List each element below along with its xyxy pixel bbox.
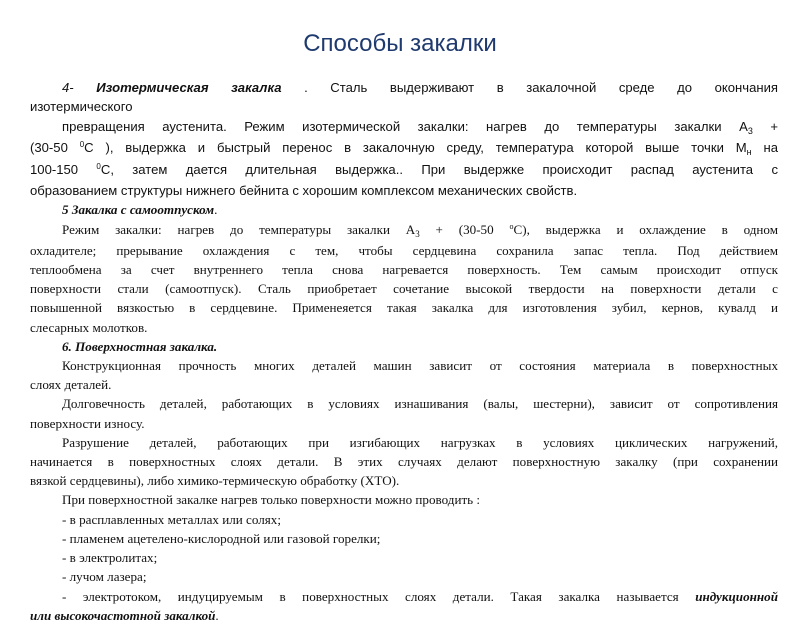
- list-item: - в расплавленных металлах или солях;: [62, 511, 281, 527]
- subscript: н: [746, 147, 752, 158]
- list-item: - электротоком, индуцируемым в поверхностных слоях детали. Такая закалка называется индукционной: [62, 588, 778, 604]
- paragraph-line: слоях деталей.: [30, 377, 112, 393]
- paragraph-line: 100-150 $^0$С, затем дается длительная выдержка.. При выдержке происходит распад аустенита с: [30, 161, 778, 177]
- paragraph-line: Долговечность деталей, работающих в условиях изнашивания (валы, шестерни), зависит от сопротивления: [62, 396, 778, 412]
- paragraph-line: поверхности стали (самоотпуск). Сталь приобретает сочетание высокой твердости на поверхности детали с: [30, 281, 778, 297]
- paragraph-line: или высокочастотной закалкой.: [30, 607, 219, 623]
- section-isothermal-quenching: [30, 78, 778, 200]
- paragraph-line: (30-50 $^0$С ), выдержка и быстрый перенос в закалочную среду, температура которой выше точки $М_н$ на: [30, 140, 778, 158]
- section-heading: 5 Закалка с самоотпуском.: [62, 202, 218, 218]
- emphasis: или высокочастотной закалкой: [30, 607, 216, 623]
- paragraph-line: теплообмена за счет внутреннего тепла снова нагревается поверхность. Тем самым происходит отпуск: [30, 262, 778, 278]
- superscript: 0: [79, 140, 85, 150]
- section-heading: Изотермическая закалка: [96, 80, 282, 95]
- list-item: - пламенем ацетелено-кислородной или газовой горелки;: [62, 530, 381, 546]
- section-surface-quenching: [30, 337, 778, 625]
- paragraph-line: поверхности износу.: [30, 415, 145, 431]
- paragraph-line: охладителе; прерывание охлаждения с тем, чтобы сердцевина сохранила запас тепла. Под действием: [30, 242, 778, 258]
- subscript: 3: [747, 125, 753, 136]
- subscript: 3: [415, 228, 420, 239]
- emphasis: индукционной: [695, 588, 778, 604]
- paragraph-line: Конструкционная прочность многих деталей машин зависит от состояния материала в поверхностных: [62, 358, 778, 374]
- paragraph-text: . Сталь выдерживают в закалочной среде до окончания: [304, 80, 779, 95]
- slide-title: Способы закалки: [303, 30, 497, 57]
- paragraph-line: Разрушение деталей, работающих при изгибающих нагрузках в условиях циклических нагружений,: [62, 434, 778, 450]
- section-heading: 6. Поверхностная закалка.: [62, 338, 218, 354]
- paragraph-line: изотермического: [30, 99, 133, 115]
- list-item: - в электролитах;: [62, 550, 158, 566]
- paragraph-line: превращения аустенита. Режим изотермической закалки: нагрев до температуры закалки $А_3$ +: [62, 118, 778, 136]
- paragraph-line: повышенной вязкостью в сердцевине. Применеяется такая закалка для изготовления зубил, кернов, кувалд и: [30, 300, 778, 316]
- paragraph-line: При поверхностной закалке нагрев только поверхности можно проводить :: [62, 492, 481, 508]
- paragraph-line: вязкой сердцевины), либо химико-термическую обработку (ХТО).: [30, 473, 400, 489]
- paragraph-line: начинается в поверхностных слоях детали. В этих случаях делают поверхностную закалку (при сохранении: [30, 454, 778, 470]
- section-number: 4-: [62, 80, 74, 95]
- list-item: - лучом лазера;: [62, 569, 147, 585]
- section-self-tempering: [30, 200, 778, 336]
- superscript: о: [509, 221, 514, 231]
- paragraph-line: образованием структуры нижнего бейнита с хорошим комплексом механических свойств.: [30, 183, 578, 199]
- superscript: 0: [96, 161, 101, 171]
- paragraph-line: Режим закалки: нагрев до температуры закалки $А_3 + (30-50$ $^о$С), выдержка и охлаждение в одном: [62, 221, 778, 239]
- slide-body: [30, 78, 778, 625]
- paragraph-line: слесарных молотков.: [30, 319, 148, 335]
